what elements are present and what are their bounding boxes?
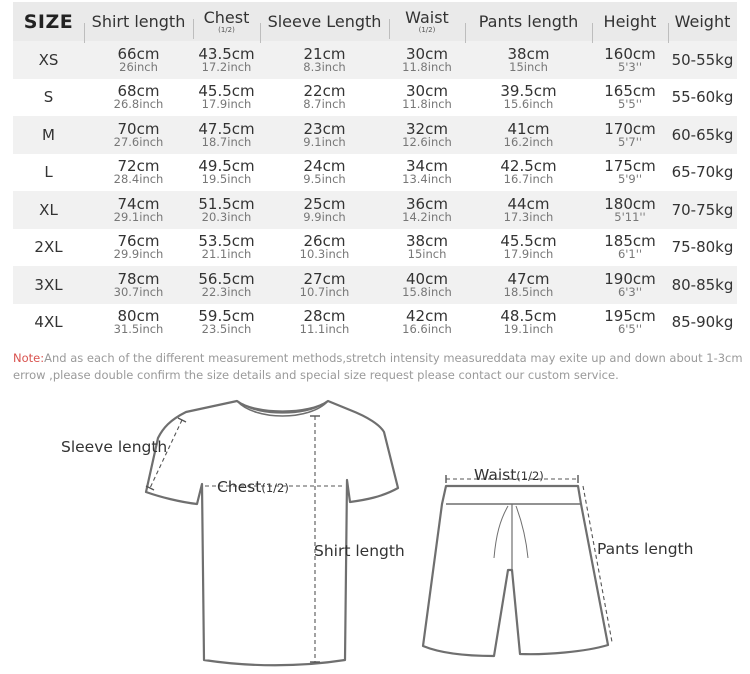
height-cm: 185cm bbox=[604, 232, 656, 251]
shirt-inch: 27.6inch bbox=[113, 134, 164, 149]
chest-cell bbox=[193, 309, 260, 335]
height-inch: 5'9'' bbox=[617, 172, 643, 187]
table-row bbox=[13, 41, 737, 79]
chest-cell bbox=[193, 269, 260, 299]
pants-cell bbox=[465, 309, 592, 335]
shirt-cell bbox=[84, 309, 193, 335]
weight-cell: 50-55kg bbox=[671, 50, 734, 69]
shirt-cm: 78cm bbox=[117, 269, 160, 288]
size-chart-table bbox=[13, 2, 737, 341]
table-row bbox=[13, 229, 737, 267]
pants-cell bbox=[465, 119, 592, 149]
waist-cm: 40cm bbox=[406, 269, 448, 288]
table-row bbox=[13, 266, 737, 304]
height-cell bbox=[592, 309, 668, 335]
chest-inch: 23.5inch bbox=[201, 322, 252, 337]
shirt-cm: 66cm bbox=[117, 44, 160, 63]
table-row bbox=[13, 304, 737, 342]
size-cell: XS bbox=[38, 50, 59, 69]
waist-inch: 12.6inch bbox=[402, 134, 452, 149]
pants-cell bbox=[465, 194, 592, 224]
pants-cm: 48.5cm bbox=[500, 307, 557, 326]
size-cell: 2XL bbox=[34, 238, 63, 257]
header-size: SIZE bbox=[23, 10, 74, 33]
size-cell: 3XL bbox=[34, 275, 63, 294]
waist-cell bbox=[389, 194, 465, 224]
height-cm: 195cm bbox=[604, 307, 656, 326]
sleeve-length-label: Sleeve length bbox=[61, 438, 168, 456]
sleeve-cell bbox=[260, 269, 389, 299]
pants-cell bbox=[465, 44, 592, 74]
waist-label: Waist(1/2) bbox=[474, 466, 544, 484]
chest-inch: 18.7inch bbox=[201, 134, 252, 149]
pants-cell bbox=[465, 269, 592, 299]
shirt-inch: 26.8inch bbox=[113, 97, 164, 112]
weight-cell: 75-80kg bbox=[671, 238, 734, 257]
sleeve-cell bbox=[260, 234, 389, 260]
sleeve-inch: 8.3inch bbox=[303, 59, 346, 74]
waist-cell bbox=[389, 119, 465, 149]
pants-inch: 17.3inch bbox=[503, 209, 554, 224]
sleeve-cm: 28cm bbox=[303, 307, 346, 326]
size-cell: L bbox=[44, 163, 53, 182]
shirt-cm: 76cm bbox=[117, 232, 160, 251]
chest-inch: 22.3inch bbox=[201, 284, 252, 299]
chest-inch: 21.1inch bbox=[201, 247, 252, 262]
weight-cell: 80-85kg bbox=[671, 275, 734, 294]
height-cm: 175cm bbox=[604, 157, 656, 176]
sleeve-cell bbox=[260, 159, 389, 185]
table-row bbox=[13, 79, 737, 117]
size-cell: M bbox=[42, 125, 55, 144]
waist-cell bbox=[389, 159, 465, 185]
header-pants-length: Pants length bbox=[465, 13, 592, 31]
pants-cell bbox=[465, 159, 592, 185]
height-cm: 180cm bbox=[604, 194, 656, 213]
sleeve-cell bbox=[260, 309, 389, 335]
tshirt-outline bbox=[146, 401, 398, 665]
shirt-cm: 80cm bbox=[117, 307, 160, 326]
shirt-inch: 29.9inch bbox=[113, 247, 164, 262]
header-weight: Weight bbox=[668, 13, 737, 31]
height-cell bbox=[592, 44, 668, 74]
sleeve-cm: 22cm bbox=[303, 82, 346, 101]
sleeve-cm: 27cm bbox=[303, 269, 346, 288]
pants-cm: 45.5cm bbox=[500, 232, 557, 251]
waist-inch: 11.8inch bbox=[402, 97, 452, 112]
pants-cell bbox=[465, 84, 592, 110]
shirt-cm: 70cm bbox=[117, 119, 160, 138]
height-cell bbox=[592, 269, 668, 299]
chest-inch: 17.9inch bbox=[201, 97, 252, 112]
size-cell: XL bbox=[39, 200, 58, 219]
height-cell bbox=[592, 234, 668, 260]
weight-cell: 55-60kg bbox=[671, 88, 734, 107]
chest-cm: 59.5cm bbox=[198, 307, 255, 326]
chest-cell bbox=[193, 84, 260, 110]
shorts-outline bbox=[423, 486, 608, 656]
weight-cell: 60-65kg bbox=[671, 125, 734, 144]
waist-cell bbox=[389, 84, 465, 110]
chest-cm: 47.5cm bbox=[198, 119, 255, 138]
pants-cell bbox=[465, 234, 592, 260]
height-cell bbox=[592, 84, 668, 110]
chest-cell bbox=[193, 44, 260, 74]
sleeve-inch: 9.5inch bbox=[303, 172, 346, 187]
sleeve-cell bbox=[260, 194, 389, 224]
pants-inch: 19.1inch bbox=[503, 322, 554, 337]
height-inch: 5'5'' bbox=[617, 97, 643, 112]
height-inch: 5'7'' bbox=[617, 134, 643, 149]
shirt-inch: 28.4inch bbox=[113, 172, 164, 187]
height-inch: 6'5'' bbox=[617, 322, 643, 337]
pants-cm: 47cm bbox=[507, 269, 550, 288]
size-cell: S bbox=[43, 88, 54, 107]
shirt-inch: 30.7inch bbox=[113, 284, 164, 299]
sleeve-inch: 8.7inch bbox=[303, 97, 346, 112]
waist-cell bbox=[389, 44, 465, 74]
pants-inch: 15.6inch bbox=[503, 97, 554, 112]
waist-cm: 42cm bbox=[406, 307, 448, 326]
pants-cm: 42.5cm bbox=[500, 157, 557, 176]
sleeve-cell bbox=[260, 84, 389, 110]
waist-cell bbox=[389, 309, 465, 335]
sleeve-inch: 9.1inch bbox=[303, 134, 346, 149]
waist-inch: 11.8inch bbox=[402, 59, 452, 74]
waist-inch: 15inch bbox=[407, 247, 447, 262]
header-sleeve-length: Sleeve Length bbox=[260, 13, 389, 31]
pants-inch: 17.9inch bbox=[503, 247, 554, 262]
waist-cm: 32cm bbox=[406, 119, 448, 138]
shirt-inch: 26inch bbox=[119, 59, 158, 74]
pants-inch: 16.2inch bbox=[503, 134, 554, 149]
height-inch: 5'3'' bbox=[617, 59, 643, 74]
sleeve-cm: 25cm bbox=[303, 194, 346, 213]
sleeve-cell bbox=[260, 119, 389, 149]
height-cm: 190cm bbox=[604, 269, 656, 288]
sleeve-inch: 10.7inch bbox=[299, 284, 350, 299]
shirt-cm: 68cm bbox=[117, 82, 160, 101]
waist-inch: 16.6inch bbox=[402, 322, 452, 337]
pants-cm: 44cm bbox=[507, 194, 550, 213]
weight-cell: 70-75kg bbox=[671, 200, 734, 219]
table-row bbox=[13, 154, 737, 192]
table-body bbox=[13, 41, 737, 341]
shirt-cell bbox=[84, 119, 193, 149]
weight-cell: 65-70kg bbox=[671, 163, 734, 182]
header-waist: Waist (1/2) bbox=[389, 9, 465, 34]
pants-inch: 16.7inch bbox=[503, 172, 554, 187]
waist-inch: 13.4inch bbox=[402, 172, 452, 187]
garment-diagram bbox=[0, 380, 750, 674]
sleeve-cm: 26cm bbox=[303, 232, 346, 251]
height-cell bbox=[592, 119, 668, 149]
chest-cm: 51.5cm bbox=[198, 194, 255, 213]
sleeve-cm: 23cm bbox=[303, 119, 346, 138]
sleeve-inch: 9.9inch bbox=[303, 209, 346, 224]
table-row bbox=[13, 116, 737, 154]
shirt-inch: 31.5inch bbox=[113, 322, 164, 337]
measurement-note bbox=[13, 350, 743, 384]
chest-inch: 19.5inch bbox=[201, 172, 252, 187]
shirt-cell bbox=[84, 194, 193, 224]
waist-inch: 14.2inch bbox=[402, 209, 452, 224]
note-line-1: And as each of the different measurement methods,stretch intensity measureddata may exite up and down about 1-3cm bbox=[44, 351, 743, 365]
chest-cell bbox=[193, 194, 260, 224]
height-cm: 165cm bbox=[604, 82, 656, 101]
waist-cell bbox=[389, 269, 465, 299]
pants-cm: 38cm bbox=[507, 44, 550, 63]
pants-inch: 15inch bbox=[509, 59, 548, 74]
shirt-inch: 29.1inch bbox=[113, 209, 164, 224]
chest-cell bbox=[193, 159, 260, 185]
chest-cell bbox=[193, 119, 260, 149]
waist-inch: 15.8inch bbox=[402, 284, 452, 299]
table-row bbox=[13, 191, 737, 229]
sleeve-inch: 10.3inch bbox=[299, 247, 350, 262]
sleeve-inch: 11.1inch bbox=[299, 322, 350, 337]
height-cm: 170cm bbox=[604, 119, 656, 138]
shirt-cell bbox=[84, 159, 193, 185]
shirt-cell bbox=[84, 84, 193, 110]
waist-cm: 34cm bbox=[406, 157, 448, 176]
header-height: Height bbox=[592, 13, 668, 31]
note-label: Note: bbox=[13, 351, 45, 365]
chest-inch: 20.3inch bbox=[201, 209, 252, 224]
pants-cm: 39.5cm bbox=[500, 82, 557, 101]
chest-inch: 17.2inch bbox=[201, 59, 252, 74]
waist-cm: 30cm bbox=[406, 82, 448, 101]
sleeve-cm: 21cm bbox=[303, 44, 346, 63]
shirt-cell bbox=[84, 269, 193, 299]
chest-cm: 49.5cm bbox=[198, 157, 255, 176]
height-inch: 6'3'' bbox=[617, 284, 643, 299]
pants-inch: 18.5inch bbox=[503, 284, 554, 299]
chest-cm: 43.5cm bbox=[198, 44, 255, 63]
chest-cm: 45.5cm bbox=[198, 82, 255, 101]
header-shirt-length: Shirt length bbox=[84, 13, 193, 31]
chest-cm: 56.5cm bbox=[198, 269, 255, 288]
header-chest: Chest (1/2) bbox=[193, 9, 260, 34]
chest-cm: 53.5cm bbox=[198, 232, 255, 251]
shirt-cell bbox=[84, 44, 193, 74]
pants-cm: 41cm bbox=[507, 119, 550, 138]
sleeve-cm: 24cm bbox=[303, 157, 346, 176]
shirt-length-label: Shirt length bbox=[314, 542, 405, 560]
note-line-2: errow ,please double confirm the size details and special size request please contact our custom service. bbox=[13, 368, 619, 382]
height-cell bbox=[592, 159, 668, 185]
chest-cell bbox=[193, 234, 260, 260]
size-cell: 4XL bbox=[34, 313, 63, 332]
sleeve-cell bbox=[260, 44, 389, 74]
shirt-cell bbox=[84, 234, 193, 260]
table-header bbox=[13, 2, 737, 41]
height-cm: 160cm bbox=[604, 44, 656, 63]
shirt-cm: 74cm bbox=[117, 194, 160, 213]
shirt-cm: 72cm bbox=[117, 157, 160, 176]
waist-cell bbox=[389, 234, 465, 260]
height-cell bbox=[592, 194, 668, 224]
height-inch: 5'11'' bbox=[614, 209, 646, 224]
waist-cm: 30cm bbox=[406, 44, 448, 63]
pants-length-label: Pants length bbox=[597, 540, 694, 558]
height-inch: 6'1'' bbox=[617, 247, 643, 262]
weight-cell: 85-90kg bbox=[671, 313, 734, 332]
chest-label: Chest(1/2) bbox=[217, 478, 289, 496]
waist-cm: 36cm bbox=[406, 194, 448, 213]
waist-cm: 38cm bbox=[406, 232, 448, 251]
